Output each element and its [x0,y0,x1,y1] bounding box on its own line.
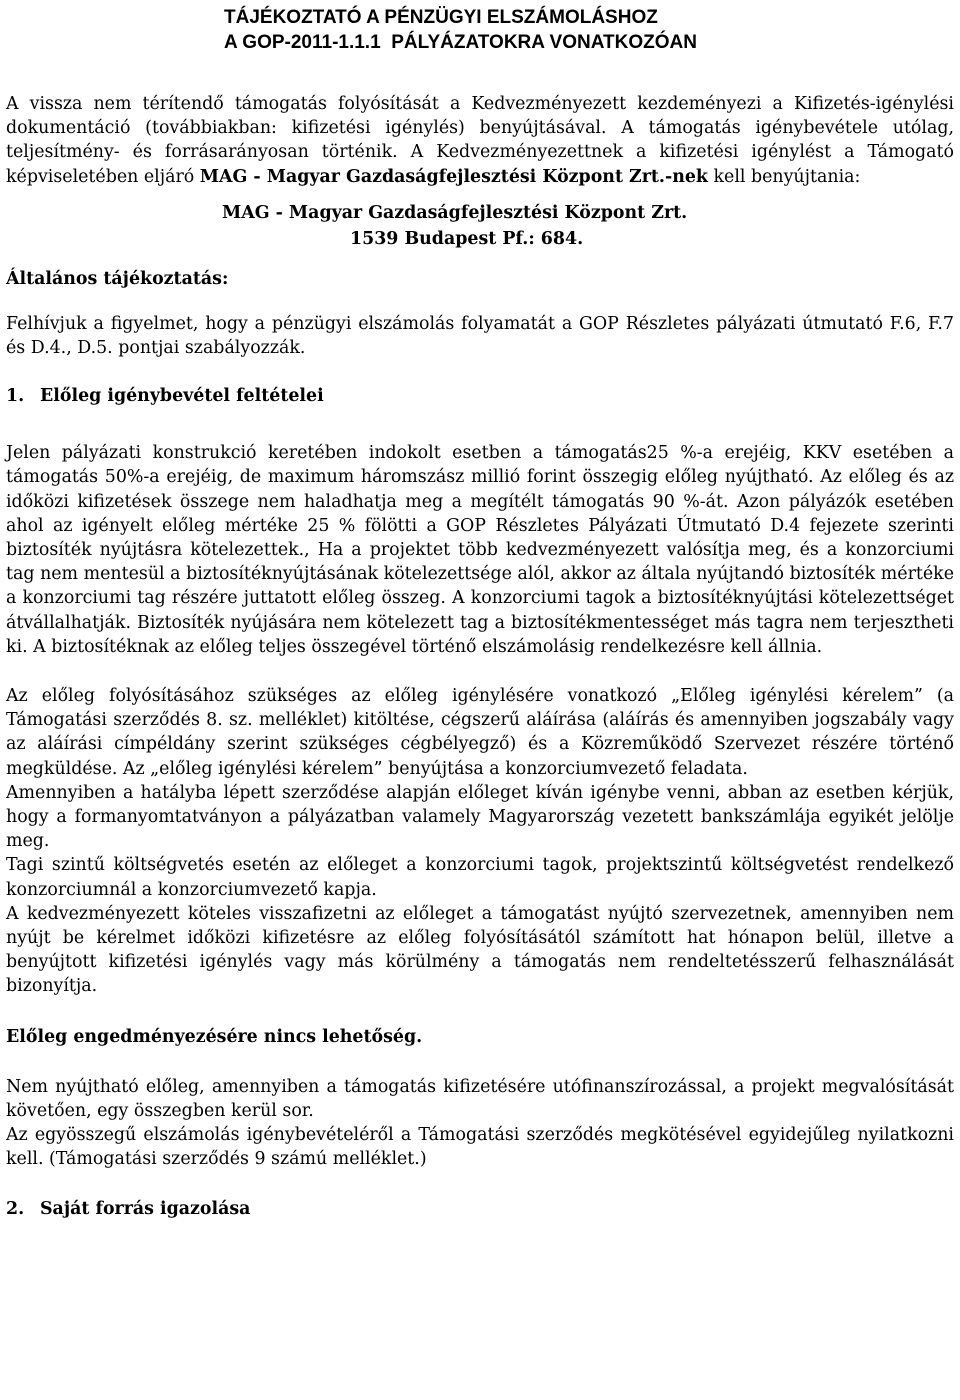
title-line-2: A GOP-2011-1.1.1 PÁLYÁZATOKRA VONATKOZÓAN [224,32,697,53]
intro-paragraph [6,92,954,189]
document-page [6,0,954,1221]
assignment-heading: Előleg engedményezésére nincs lehetőség. [6,1026,423,1047]
address-line-1: MAG - Magyar Gazdaságfejlesztési Központ Zrt. [222,202,688,223]
consortium-paragraph: Tagi szintű költségvetés esetén az előleget a konzorciumi tagok, projektszintű költségvetést rendelkező konzorciumnál a konzorciumvezető kapja. [6,855,954,900]
advance-request-paragraph: Az előleg folyósításához szükséges az előleg igénylésére vonatkozó „Előleg igénylési kérelem” (a Támogatási szerződés 8. sz. melléklet) kitöltése, cégszerű aláírása (aláírás és amennyiben jogszabály vagy az aláírási címpéldány szerint szükséges cégbélyegző) és a Közreműködő Szervezet részére történő megküldése. Az „előleg igénylési kérelem” benyújtása a konzorciumvezető feladata. [6,686,954,779]
intro-bold-recipient: MAG - Magyar Gazdaságfejlesztési Központ Zrt.-nek [199,166,708,187]
section-1-number: 1. [6,386,25,407]
intro-text: A vissza nem térítendő támogatás folyósítását a Kedvezményezett kezdeményezi a Kifizetés-igénylési dokumentáció (továbbiakban: kifizetési igénylés) benyújtásával. A támogatás igénybevétele utólag, teljesítmény- és forrásarányosan történik. A Kedvezményezettnek a kifizetési igénylést a Támogató képviseletében eljáró [6,94,954,187]
section-2-title: Saját forrás igazolása [40,1198,251,1219]
section-2-number: 2. [6,1198,25,1219]
address-block [222,200,954,252]
intro-text-end: kell benyújtania: [707,166,861,187]
section-1-heading [6,384,954,408]
general-info-heading: Általános tájékoztatás: [6,268,229,289]
section-1-title: Előleg igénybevétel feltételei [40,386,324,407]
notice-paragraph: Felhívjuk a figyelmet, hogy a pénzügyi elszámolás folyamatát a GOP Részletes pályázati útmutató F.6, F.7 és D.4., D.5. pontjai szabályozzák. [6,313,954,359]
repayment-paragraph: A kedvezményezett köteles visszafizetni az előleget a támogatást nyújtó szervezetnek, amennyiben nem nyújt be kérelmet időközi kifizetésre az előleg folyósításától számított hat hónapon belül, illetve a benyújtott kifizetési igénylés vagy más körülmény a támogatás nem rendeltetésszerű felhasználását bizonyítja. [6,903,954,997]
address-line-2: 1539 Budapest Pf.: 684. [350,228,584,249]
document-title [224,5,954,55]
advance-request-block [6,684,954,999]
title-line-1: TÁJÉKOZTATÓ A PÉNZÜGYI ELSZÁMOLÁSHOZ [224,7,658,28]
bank-account-paragraph: Amennyiben a hatályba lépett szerződése alapján előleget kíván igénybe venni, abban az esetben kérjük, hogy a formanyomtatványon a pályázatban valamely Magyarország vezetett bankszámlája egyikét jelölje meg. [6,782,954,852]
no-advance-paragraph: Nem nyújtható előleg, amennyiben a támogatás kifizetésére utófinanszírozással, a projekt megvalósítását követően, egy összegben kerül sor. [6,1076,954,1121]
advance-conditions-paragraph: Jelen pályázati konstrukció keretében indokolt esetben a támogatás25 %-a erejéig, KKV esetében a támogatás 50%-a erejéig, de maximum háromszász millió forint összegig előleg nyújtható. Az előleg és az időközi kifizetések összege nem haladhatja meg a megítélt támogatás 90 %-át. Azon pályázók esetében ahol az igényelt előleg mértéke 25 % fölötti a GOP Részletes Pályázati Útmutató D.4 fejezete szerinti biztosíték nyújtásra kötelezettek., Ha a projektet több kedvezményezett valósítja meg, és a konzorciumi tag nem mentesül a biztosítéknyújtásának kötelezettsége alól, akkor az általa nyújtandó biztosíték mértéke a konzorciumi tag részére juttatott előleg összeg. A konzorciumi tagok a biztosítéknyújtási kötelezettséget átvállalhatják. Biztosíték nyújására nem kötelezett tag a biztosítékmentességet más tagra nem terjesztheti ki. A biztosítéknak az előleg teljes összegével történő elszámolásig rendelkezésre kell állnia. [6,443,954,657]
section-2-heading [6,1197,954,1221]
lump-sum-paragraph: Az egyösszegű elszámolás igénybevételéről a Támogatási szerződés megkötésével egyidejűleg nyilatkozni kell. (Támogatási szerződés 9 számú melléklet.) [6,1125,954,1170]
no-advance-block [6,1075,954,1172]
